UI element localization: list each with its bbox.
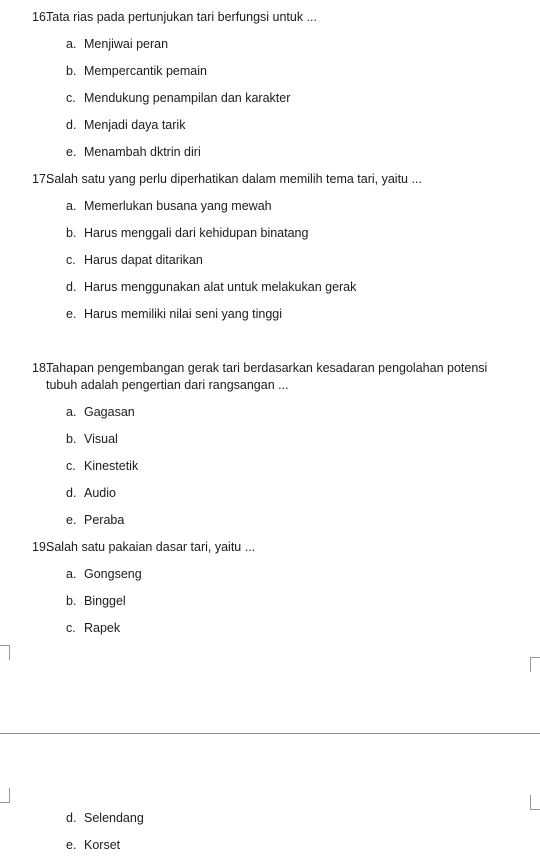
question-number: 18. <box>32 361 50 375</box>
option-text: Selendang <box>84 811 144 825</box>
option-19e[interactable] <box>66 836 120 854</box>
option-letter: a. <box>66 199 77 213</box>
option-16a[interactable] <box>66 35 168 53</box>
option-18b[interactable] <box>66 430 118 448</box>
option-text: Harus memiliki nilai seni yang tinggi <box>84 307 282 321</box>
option-text: Harus dapat ditarikan <box>84 253 203 267</box>
option-letter: b. <box>66 432 77 446</box>
option-letter: c. <box>66 621 76 635</box>
option-letter: b. <box>66 64 77 78</box>
question-number: 16. <box>32 10 50 24</box>
question-18 <box>32 360 522 394</box>
option-text: Menjiwai peran <box>84 37 169 51</box>
option-text: Mempercantik pemain <box>84 64 207 78</box>
page-corner-mark <box>530 657 540 672</box>
question-text: Tahapan pengembangan gerak tari berdasarkan kesadaran pengolahan potensi tubuh adalah pengertian dari rangsangan ... <box>46 361 488 392</box>
option-text: Harus menggali dari kehidupan binatang <box>84 226 309 240</box>
option-letter: d. <box>66 118 77 132</box>
option-letter: a. <box>66 37 77 51</box>
option-text: Kinestetik <box>84 459 139 473</box>
option-text: Harus menggunakan alat untuk melakukan gerak <box>84 280 357 294</box>
option-text: Memerlukan busana yang mewah <box>84 199 272 213</box>
question-17 <box>32 171 522 188</box>
option-16c[interactable] <box>66 89 290 107</box>
option-text: Korset <box>84 838 121 852</box>
option-18a[interactable] <box>66 403 135 421</box>
page-break-divider <box>0 733 540 734</box>
option-19c[interactable] <box>66 619 120 637</box>
option-17c[interactable] <box>66 251 203 269</box>
option-letter: c. <box>66 459 76 473</box>
question-text: Salah satu yang perlu diperhatikan dalam memilih tema tari, yaitu ... <box>46 172 422 186</box>
option-letter: b. <box>66 226 77 240</box>
option-letter: e. <box>66 307 77 321</box>
option-18e[interactable] <box>66 511 124 529</box>
option-text: Audio <box>84 486 116 500</box>
question-19 <box>32 539 522 556</box>
option-text: Menambah dktrin diri <box>84 145 201 159</box>
option-18d[interactable] <box>66 484 116 502</box>
question-text: Salah satu pakaian dasar tari, yaitu ... <box>46 540 256 554</box>
option-letter: c. <box>66 253 76 267</box>
option-17a[interactable] <box>66 197 272 215</box>
option-text: Peraba <box>84 513 125 527</box>
option-letter: d. <box>66 811 77 825</box>
option-text: Gagasan <box>84 405 135 419</box>
option-19a[interactable] <box>66 565 142 583</box>
question-text: Tata rias pada pertunjukan tari berfungsi untuk ... <box>46 10 317 24</box>
option-17e[interactable] <box>66 305 282 323</box>
option-letter: c. <box>66 91 76 105</box>
option-letter: b. <box>66 594 77 608</box>
option-text: Menjadi daya tarik <box>84 118 186 132</box>
option-letter: e. <box>66 838 77 852</box>
option-text: Gongseng <box>84 567 142 581</box>
option-18c[interactable] <box>66 457 138 475</box>
question-number: 19. <box>32 540 50 554</box>
page-corner-mark <box>0 788 10 803</box>
option-16b[interactable] <box>66 62 207 80</box>
question-16 <box>32 9 522 26</box>
option-letter: d. <box>66 280 77 294</box>
option-text: Visual <box>84 432 118 446</box>
option-17b[interactable] <box>66 224 308 242</box>
option-text: Rapek <box>84 621 121 635</box>
option-17d[interactable] <box>66 278 356 296</box>
option-letter: a. <box>66 567 77 581</box>
option-letter: e. <box>66 513 77 527</box>
option-letter: d. <box>66 486 77 500</box>
option-16e[interactable] <box>66 143 201 161</box>
option-16d[interactable] <box>66 116 185 134</box>
page-corner-mark <box>530 795 540 810</box>
page-corner-mark <box>0 645 10 660</box>
option-19d[interactable] <box>66 809 144 827</box>
option-text: Mendukung penampilan dan karakter <box>84 91 291 105</box>
option-text: Binggel <box>84 594 126 608</box>
option-19b[interactable] <box>66 592 126 610</box>
option-letter: a. <box>66 405 77 419</box>
option-letter: e. <box>66 145 77 159</box>
question-number: 17. <box>32 172 50 186</box>
